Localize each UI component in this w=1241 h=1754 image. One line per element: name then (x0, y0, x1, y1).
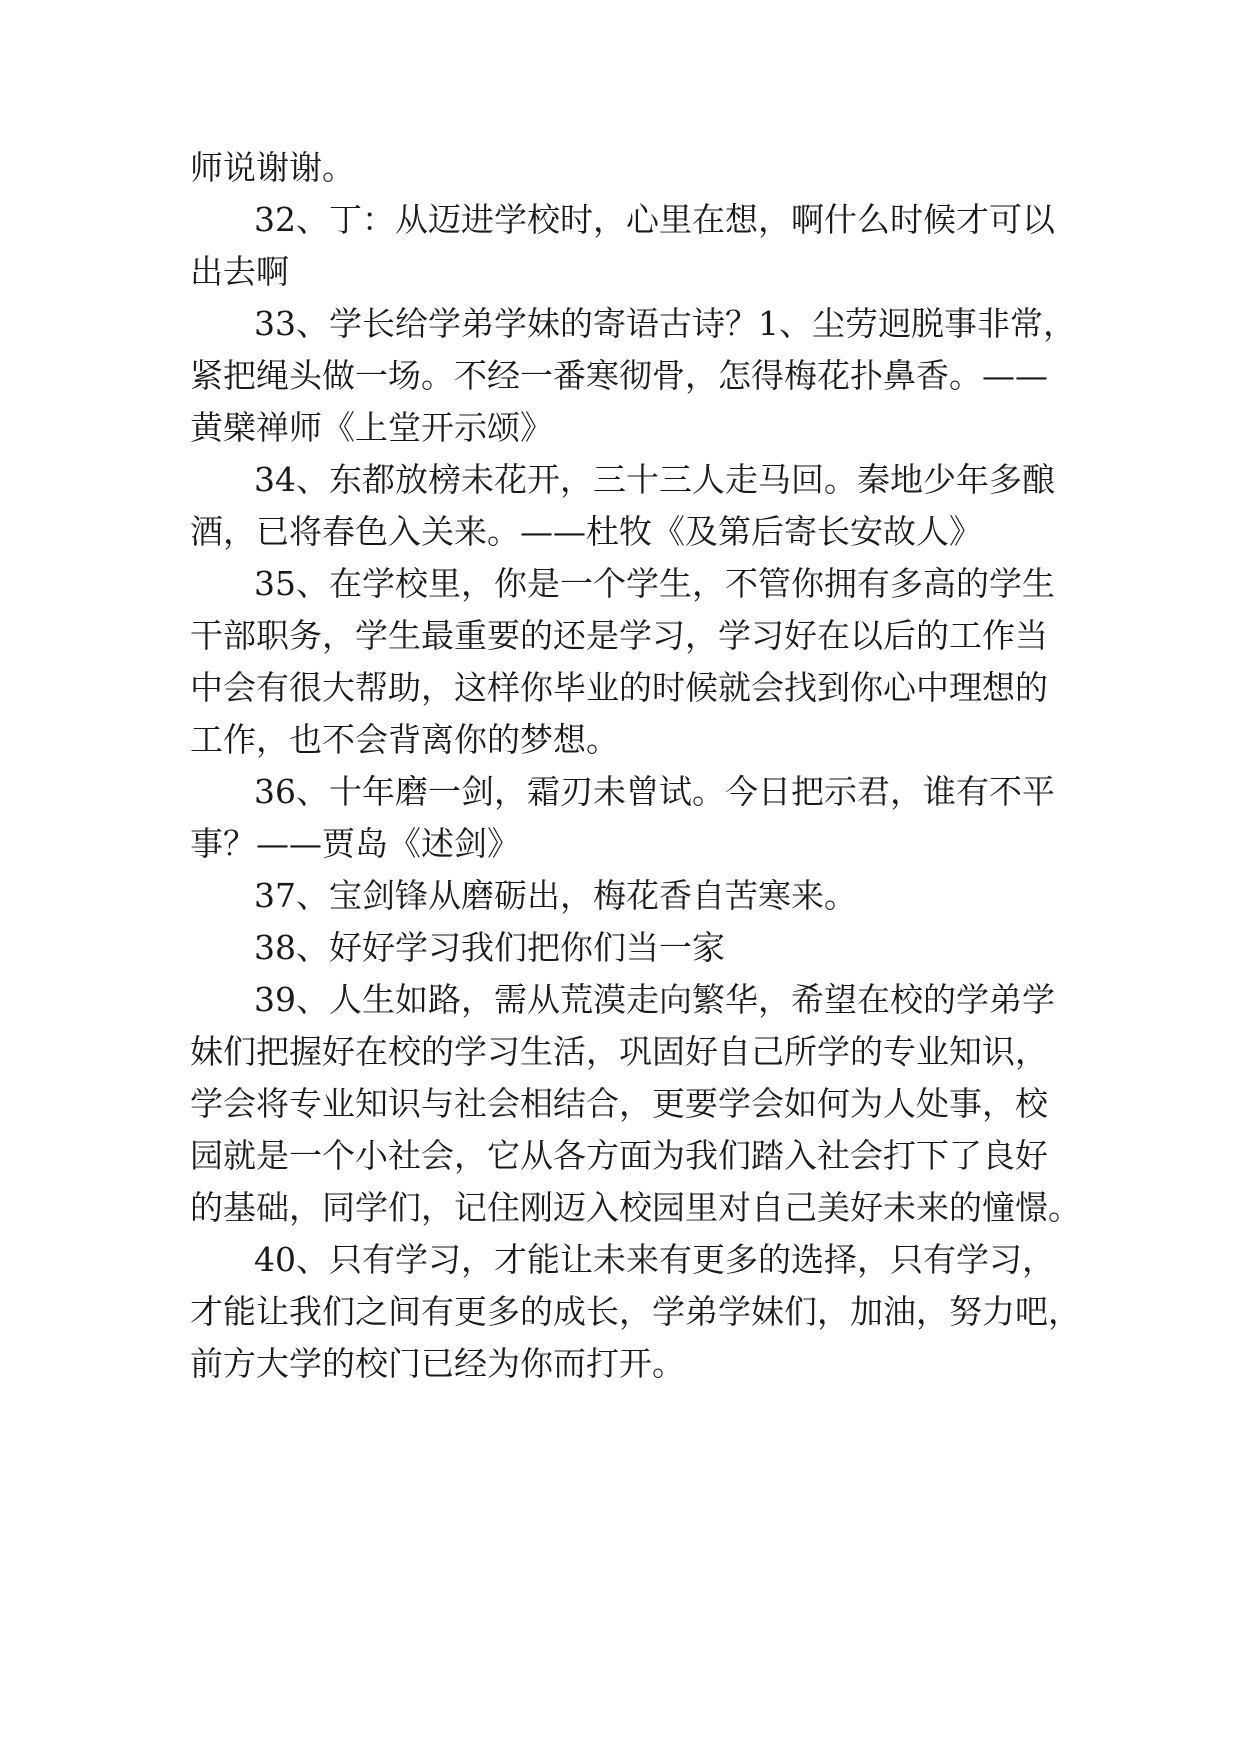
paragraph-line: 才能让我们之间有更多的成长，学弟学妹们，加油，努力吧， (190, 1292, 1081, 1331)
paragraph-line: 的基础，同学们，记住刚迈入校园里对自己美好未来的憧憬。 (190, 1188, 1081, 1227)
paragraph-line: 工作，也不会背离你的梦想。 (190, 720, 619, 759)
paragraph-line: 紧把绳头做一场。不经一番寒彻骨，怎得梅花扑鼻香。—— (190, 356, 1048, 395)
paragraph-line: 40、只有学习，才能让未来有更多的选择，只有学习， (254, 1240, 1055, 1279)
paragraph-line: 39、人生如路，需从荒漠走向繁华，希望在校的学弟学 (254, 980, 1055, 1019)
paragraph-line: 学会将专业知识与社会相结合，更要学会如何为人处事，校 (190, 1084, 1048, 1123)
paragraph-line: 38、好好学习我们把你们当一家 (254, 928, 725, 967)
paragraph-line: 黄檗禅师《上堂开示颂》 (190, 408, 553, 447)
paragraph-line: 出去啊 (190, 252, 289, 291)
paragraph-line: 妹们把握好在校的学习生活，巩固好自己所学的专业知识， (190, 1032, 1048, 1071)
paragraph-line: 34、东都放榜未花开，三十三人走马回。秦地少年多酿 (254, 460, 1055, 499)
paragraph-line: 干部职务，学生最重要的还是学习，学习好在以后的工作当 (190, 616, 1048, 655)
paragraph-line: 35、在学校里，你是一个学生，不管你拥有多高的学生 (254, 564, 1055, 603)
paragraph-line: 37、宝剑锋从磨砺出，梅花香自苦寒来。 (254, 876, 857, 915)
paragraph-line: 中会有很大帮助，这样你毕业的时候就会找到你心中理想的 (190, 668, 1048, 707)
paragraph-line: 事？——贾岛《述剑》 (190, 824, 520, 863)
paragraph-line: 前方大学的校门已经为你而打开。 (190, 1344, 685, 1383)
paragraph-line: 师说谢谢。 (190, 148, 355, 187)
paragraph-line: 酒，已将春色入关来。——杜牧《及第后寄长安故人》 (190, 512, 982, 551)
paragraph-line: 32、丁：从迈进学校时，心里在想，啊什么时候才可以 (254, 200, 1055, 239)
paragraph-line: 33、学长给学弟学妹的寄语古诗？1、尘劳迥脱事非常， (254, 304, 1076, 343)
paragraph-line: 园就是一个小社会，它从各方面为我们踏入社会打下了良好 (190, 1136, 1048, 1175)
paragraph-line: 36、十年磨一剑，霜刃未曾试。今日把示君，谁有不平 (254, 772, 1055, 811)
